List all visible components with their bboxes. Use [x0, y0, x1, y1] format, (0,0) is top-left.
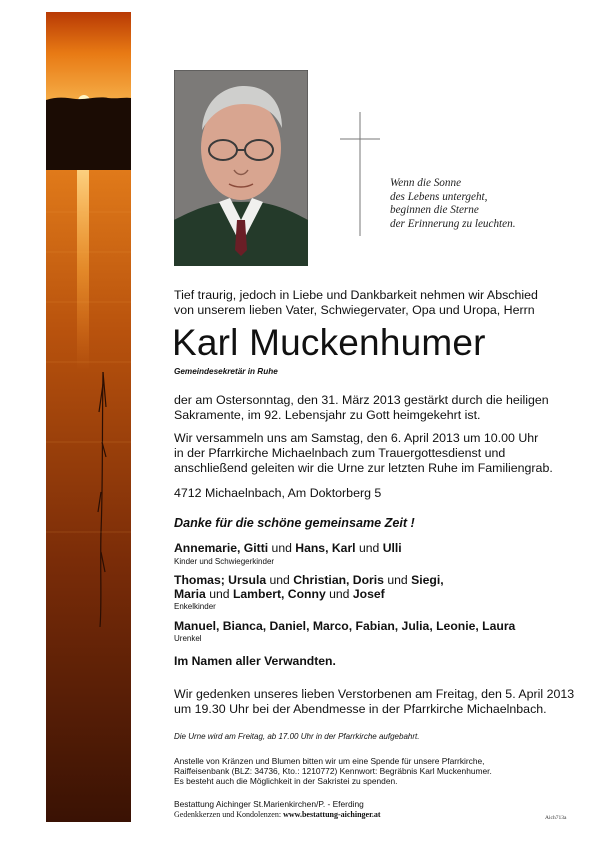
separator: , — [325, 541, 332, 555]
death-notice-line: Sakramente, im 92. Lebensjahr zu Gott heimgekehrt ist. — [174, 408, 481, 422]
children-relation: Kinder und Schwiegerkinder — [174, 557, 275, 566]
memorial-line: um 19.30 Uhr bei der Abendmesse in der Pfarrkirche Michaelnbach. — [174, 702, 547, 716]
mourner-name: Maria — [174, 587, 206, 601]
contact-url-link[interactable]: www.bestattung-aichinger.at — [283, 810, 381, 819]
intro-line: von unserem lieben Vater, Schwiegervater, Opa und Uropa, Herrn — [174, 303, 535, 317]
great-grandchildren-relation: Urenkel — [174, 634, 202, 643]
urn-note: Die Urne wird am Freitag, ab 17.00 Uhr in der Pfarrkirche aufgebahrt. — [174, 732, 420, 741]
conjunction: und — [355, 541, 383, 555]
memorial-line: Wir gedenken unseres lieben Verstorbenen am Freitag, den 5. April 2013 — [174, 687, 575, 701]
deceased-title: Gemeindesekretär in Ruhe — [174, 367, 278, 376]
grandchildren-names — [174, 573, 444, 587]
donation-line: Raiffeisenbank (BLZ: 34736, Kto.: 1210772) Kennwort: Begräbnis Karl Muckenhumer. — [174, 766, 492, 776]
conjunction: und — [325, 587, 353, 601]
address: 4712 Michaelnbach, Am Doktorberg 5 — [174, 486, 382, 500]
mourner-name: Siegi, — [411, 573, 444, 587]
mourner-name: Christian, Doris — [293, 573, 384, 587]
mourner-name: Karl — [331, 541, 356, 555]
conjunction: und — [268, 541, 296, 555]
children-names — [174, 541, 402, 555]
mourner-name: Annemarie — [174, 541, 237, 555]
great-grandchildren-names: Manuel, Bianca, Daniel, Marco, Fabian, Julia, Leonie, Laura — [174, 619, 516, 633]
intro-line: Tief traurig, jedoch in Liebe und Dankbarkeit nehmen wir Abschied — [174, 288, 538, 302]
donation-line: Anstelle von Kränzen und Blumen bitten wir um eine Spende für unsere Pfarrkirche, — [174, 756, 485, 766]
thanks-line: Danke für die schöne gemeinsame Zeit ! — [174, 516, 415, 530]
service-line: anschließend geleiten wir die Urne zur letzten Ruhe im Familiengrab. — [174, 461, 553, 475]
service-line: in der Pfarrkirche Michaelnbach zum Trauergottesdienst und — [174, 446, 506, 460]
grandchildren-names — [174, 587, 385, 601]
contact-label: Gedenkkerzen und Kondolenzen: — [174, 810, 284, 819]
quote-line: der Erinnerung zu leuchten. — [390, 217, 516, 230]
document-code: Aich713a — [545, 815, 567, 821]
funeral-home: Bestattung Aichinger St.Marienkirchen/P. - Eferding — [174, 799, 364, 809]
service-line: Wir versammeln uns am Samstag, den 6. April 2013 um 10.00 Uhr — [174, 431, 539, 445]
mourner-name: Hans — [295, 541, 326, 555]
quote-line: des Lebens untergeht, — [390, 190, 488, 203]
sunset-lake-image — [46, 12, 131, 822]
quote-line: beginnen die Sterne — [390, 204, 479, 217]
portrait-photo — [174, 70, 308, 266]
conjunction: und — [205, 587, 233, 601]
mourner-name: Lambert, Conny — [232, 587, 326, 601]
mourner-name: Thomas; Ursula — [174, 573, 267, 587]
cross-icon — [340, 112, 380, 236]
death-notice-line: der am Ostersonntag, den 31. März 2013 gestärkt durch die heiligen — [174, 393, 549, 407]
conjunction: und — [383, 573, 412, 587]
mourner-name: Ulli — [382, 541, 402, 555]
mourner-name: Gitti — [243, 541, 269, 555]
condolence-contact — [174, 810, 381, 819]
grandchildren-relation: Enkelkinder — [174, 602, 216, 611]
mourner-name: Josef — [352, 587, 385, 601]
conjunction: und — [266, 573, 294, 587]
relatives-line: Im Namen aller Verwandten. — [174, 654, 336, 668]
separator: , — [237, 541, 244, 555]
quote-line: Wenn die Sonne — [390, 177, 462, 189]
donation-line: Es besteht auch die Möglichkeit in der Sakristei zu spenden. — [174, 776, 398, 786]
deceased-name: Karl Muckenhumer — [172, 322, 486, 363]
memorial-quote — [390, 177, 570, 231]
